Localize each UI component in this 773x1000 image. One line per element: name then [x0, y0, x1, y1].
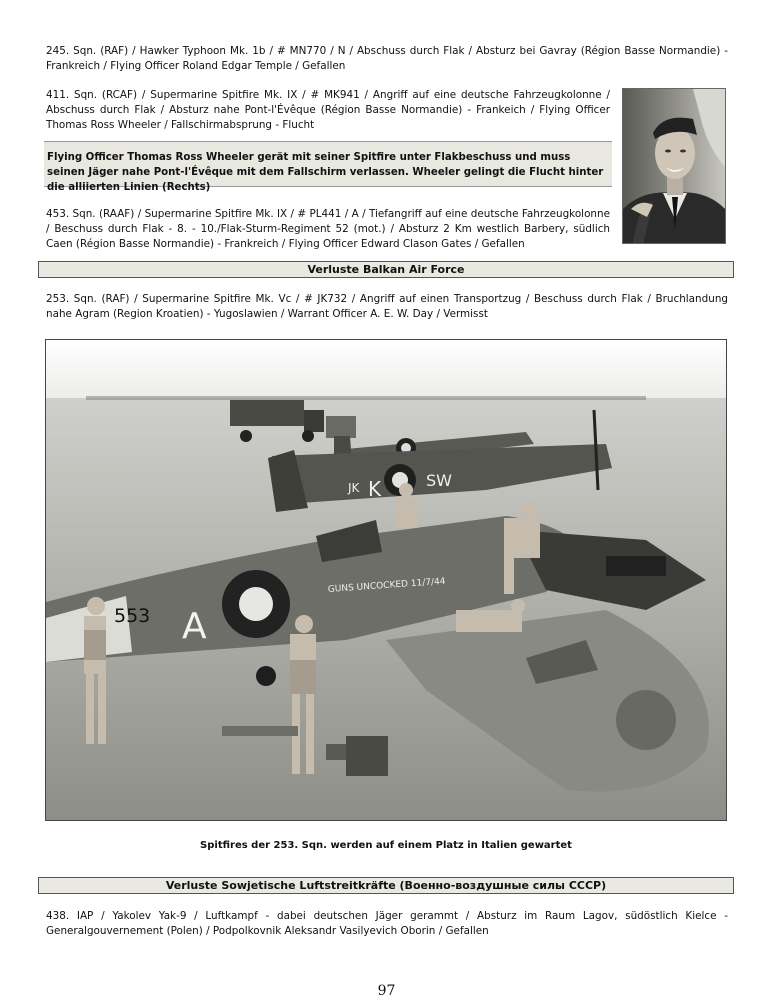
loss-entry-245: 245. Sqn. (RAF) / Hawker Typhoon Mk. 1b / # MN770 / N / Abschuss durch Flak / Absturz bei Gavray (Région Basse Normandie) - Frankreich / Flying Officer Roland Edgar Temple / Gefallen — [46, 45, 728, 72]
loss-entry-438: 438. IAP / Yakolev Yak-9 / Luftkampf - dabei deutschen Jäger gerammt / Absturz im Raum Lagov, südöstlich Kielce - Generalgouvernement (Polen) / Podpolkovnik Aleksandr Vasilyevich Oborin / Gefallen — [46, 910, 728, 937]
foreground-plane-letter: A — [182, 606, 207, 647]
foreground-plane-number: 553 — [114, 605, 151, 627]
photo-callout: Flying Officer Thomas Ross Wheeler gerät mit seiner Spitfire unter Flakbeschuss und muss seinen Jäger nahe Pont-l'Évêque mit dem Fallschirm verlassen. Wheeler gelingt die Flucht hinter die alliierten Linien (Rechts) — [44, 141, 612, 187]
section-header-soviet: Verluste Sowjetische Luftstreitkräfte (Военно-воздушные силы СССР) — [38, 877, 734, 894]
loss-entry-453: 453. Sqn. (RAAF) / Supermarine Spitfire Mk. IX / # PL441 / A / Tiefangriff auf eine deutsche Fahrzeugkolonne / Beschuss durch Flak - 8. - 10./Flak-Sturm-Regiment 52 (mot.) / Absturz 2 Km westlich Barbery, südlich Caen (Région Basse Normandie) - Frankreich / Flying Officer Edward Clason Gates / Gefallen — [46, 208, 610, 250]
loss-entry-253: 253. Sqn. (RAF) / Supermarine Spitfire Mk. Vc / # JK732 / Angriff auf einen Transportzug / Beschuss durch Flak / Bruchlandung nahe Agram (Region Kroatien) - Yugoslawien / Warrant Officer A. E. W. Day / Vermisst — [46, 293, 728, 320]
spitfire-maintenance-photo — [45, 339, 727, 821]
middle-plane-squadron: SW — [426, 471, 452, 490]
pilot-portrait — [622, 88, 726, 244]
section-header-balkan: Verluste Balkan Air Force — [38, 261, 734, 278]
chalk-inscription: GUNS UNCOCKED 11/7/44 — [327, 576, 446, 595]
page-number: 97 — [377, 983, 396, 999]
middle-plane-letter: K — [368, 477, 382, 501]
photo-caption: Spitfires der 253. Sqn. werden auf einem Platz in Italien gewartet — [200, 840, 572, 851]
middle-plane-code: JK — [348, 481, 360, 495]
loss-entry-411: 411. Sqn. (RCAF) / Supermarine Spitfire Mk. IX / # MK941 / Angriff auf eine deutsche Fahrzeugkolonne / Abschuss durch Flak / Absturz nahe Pont-l'Évêque (Région Basse Normandie) - Frankeich / Flying Officer Thomas Ross Wheeler / Fallschirmabsprung - Flucht — [46, 89, 610, 131]
